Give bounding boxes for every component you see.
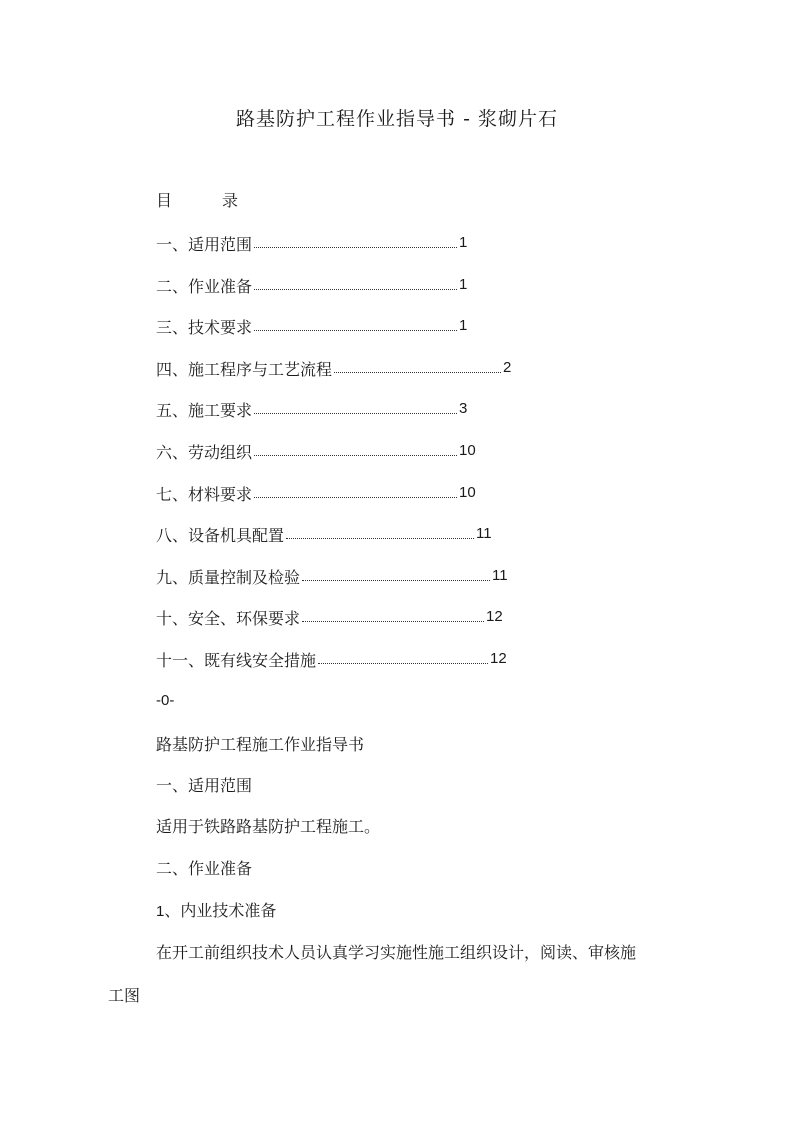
toc-dot-leader [254,398,457,414]
toc-entry-label: 二、作业准备 [156,276,253,296]
toc-entry-label: 六、劳动组织 [156,442,253,462]
toc-dot-leader [254,315,457,331]
document-title: 路基防护工程作业指导书 - 浆砌片石 [236,108,558,130]
subsection-title [156,898,276,921]
toc-dot-leader [318,648,488,664]
toc-page-number: 12 [486,608,503,626]
toc-entry[interactable] [156,565,511,607]
toc-entry-label: 十一、既有线安全措施 [156,650,317,670]
toc-entry-label: 八、设备机具配置 [156,526,285,546]
toc-entry-label: 七、材料要求 [156,484,253,504]
toc-entry[interactable] [156,398,511,440]
toc-entry-label: 九、质量控制及检验 [156,567,301,587]
paragraph-line-1: 在开工前组织技术人员认真学习实施性施工组织设计，阅读、审核施 [156,943,637,962]
toc-page-number: 2 [503,358,512,376]
toc-entry[interactable] [156,523,511,565]
table-of-contents [156,232,511,690]
toc-entry[interactable] [156,482,511,524]
toc-entry[interactable] [156,648,511,690]
toc-dot-leader [254,232,457,248]
toc-heading-left: 目 [156,191,173,210]
toc-entry-label: 四、施工程序与工艺流程 [156,359,333,379]
toc-page-number: 10 [459,441,476,459]
toc-entry-label: 十、安全、环保要求 [156,609,301,629]
section-2-title: 二、作业准备 [156,859,253,878]
toc-page-number: 3 [459,400,468,418]
toc-dot-leader [254,274,457,290]
toc-entry-label: 一、适用范围 [156,235,253,254]
toc-page-number: 11 [476,525,492,543]
toc-page-number: 1 [459,317,468,335]
toc-heading-right: 录 [222,191,239,210]
toc-page-number: 11 [492,566,508,584]
toc-entry[interactable] [156,274,511,316]
toc-dot-leader [286,523,474,539]
toc-heading [156,188,238,211]
toc-page-number: 1 [459,234,468,251]
toc-dot-leader [254,440,457,456]
toc-entry-label: 五、施工要求 [156,401,253,421]
paragraph-line-2: 工图 [108,986,141,1005]
subsection-label: 、内业技术准备 [164,901,277,920]
toc-entry[interactable] [156,606,511,648]
section-1-title: 一、适用范围 [156,776,253,795]
section-1-text: 适用于铁路路基防护工程施工。 [156,817,381,836]
page-marker: -0- [156,692,175,709]
body-heading: 路基防护工程施工作业指导书 [156,735,365,754]
toc-dot-leader [334,357,501,373]
toc-page-number: 12 [490,649,507,667]
toc-page-number: 10 [459,483,476,501]
toc-entry[interactable] [156,357,511,399]
toc-dot-leader [302,606,484,622]
toc-entry[interactable] [156,440,511,482]
toc-entry-label: 三、技术要求 [156,318,253,338]
subsection-number: 1 [156,903,165,920]
toc-entry[interactable] [156,315,511,357]
toc-dot-leader [254,482,457,498]
toc-dot-leader [302,565,490,581]
toc-entry[interactable] [156,232,511,274]
toc-page-number: 1 [459,275,468,293]
